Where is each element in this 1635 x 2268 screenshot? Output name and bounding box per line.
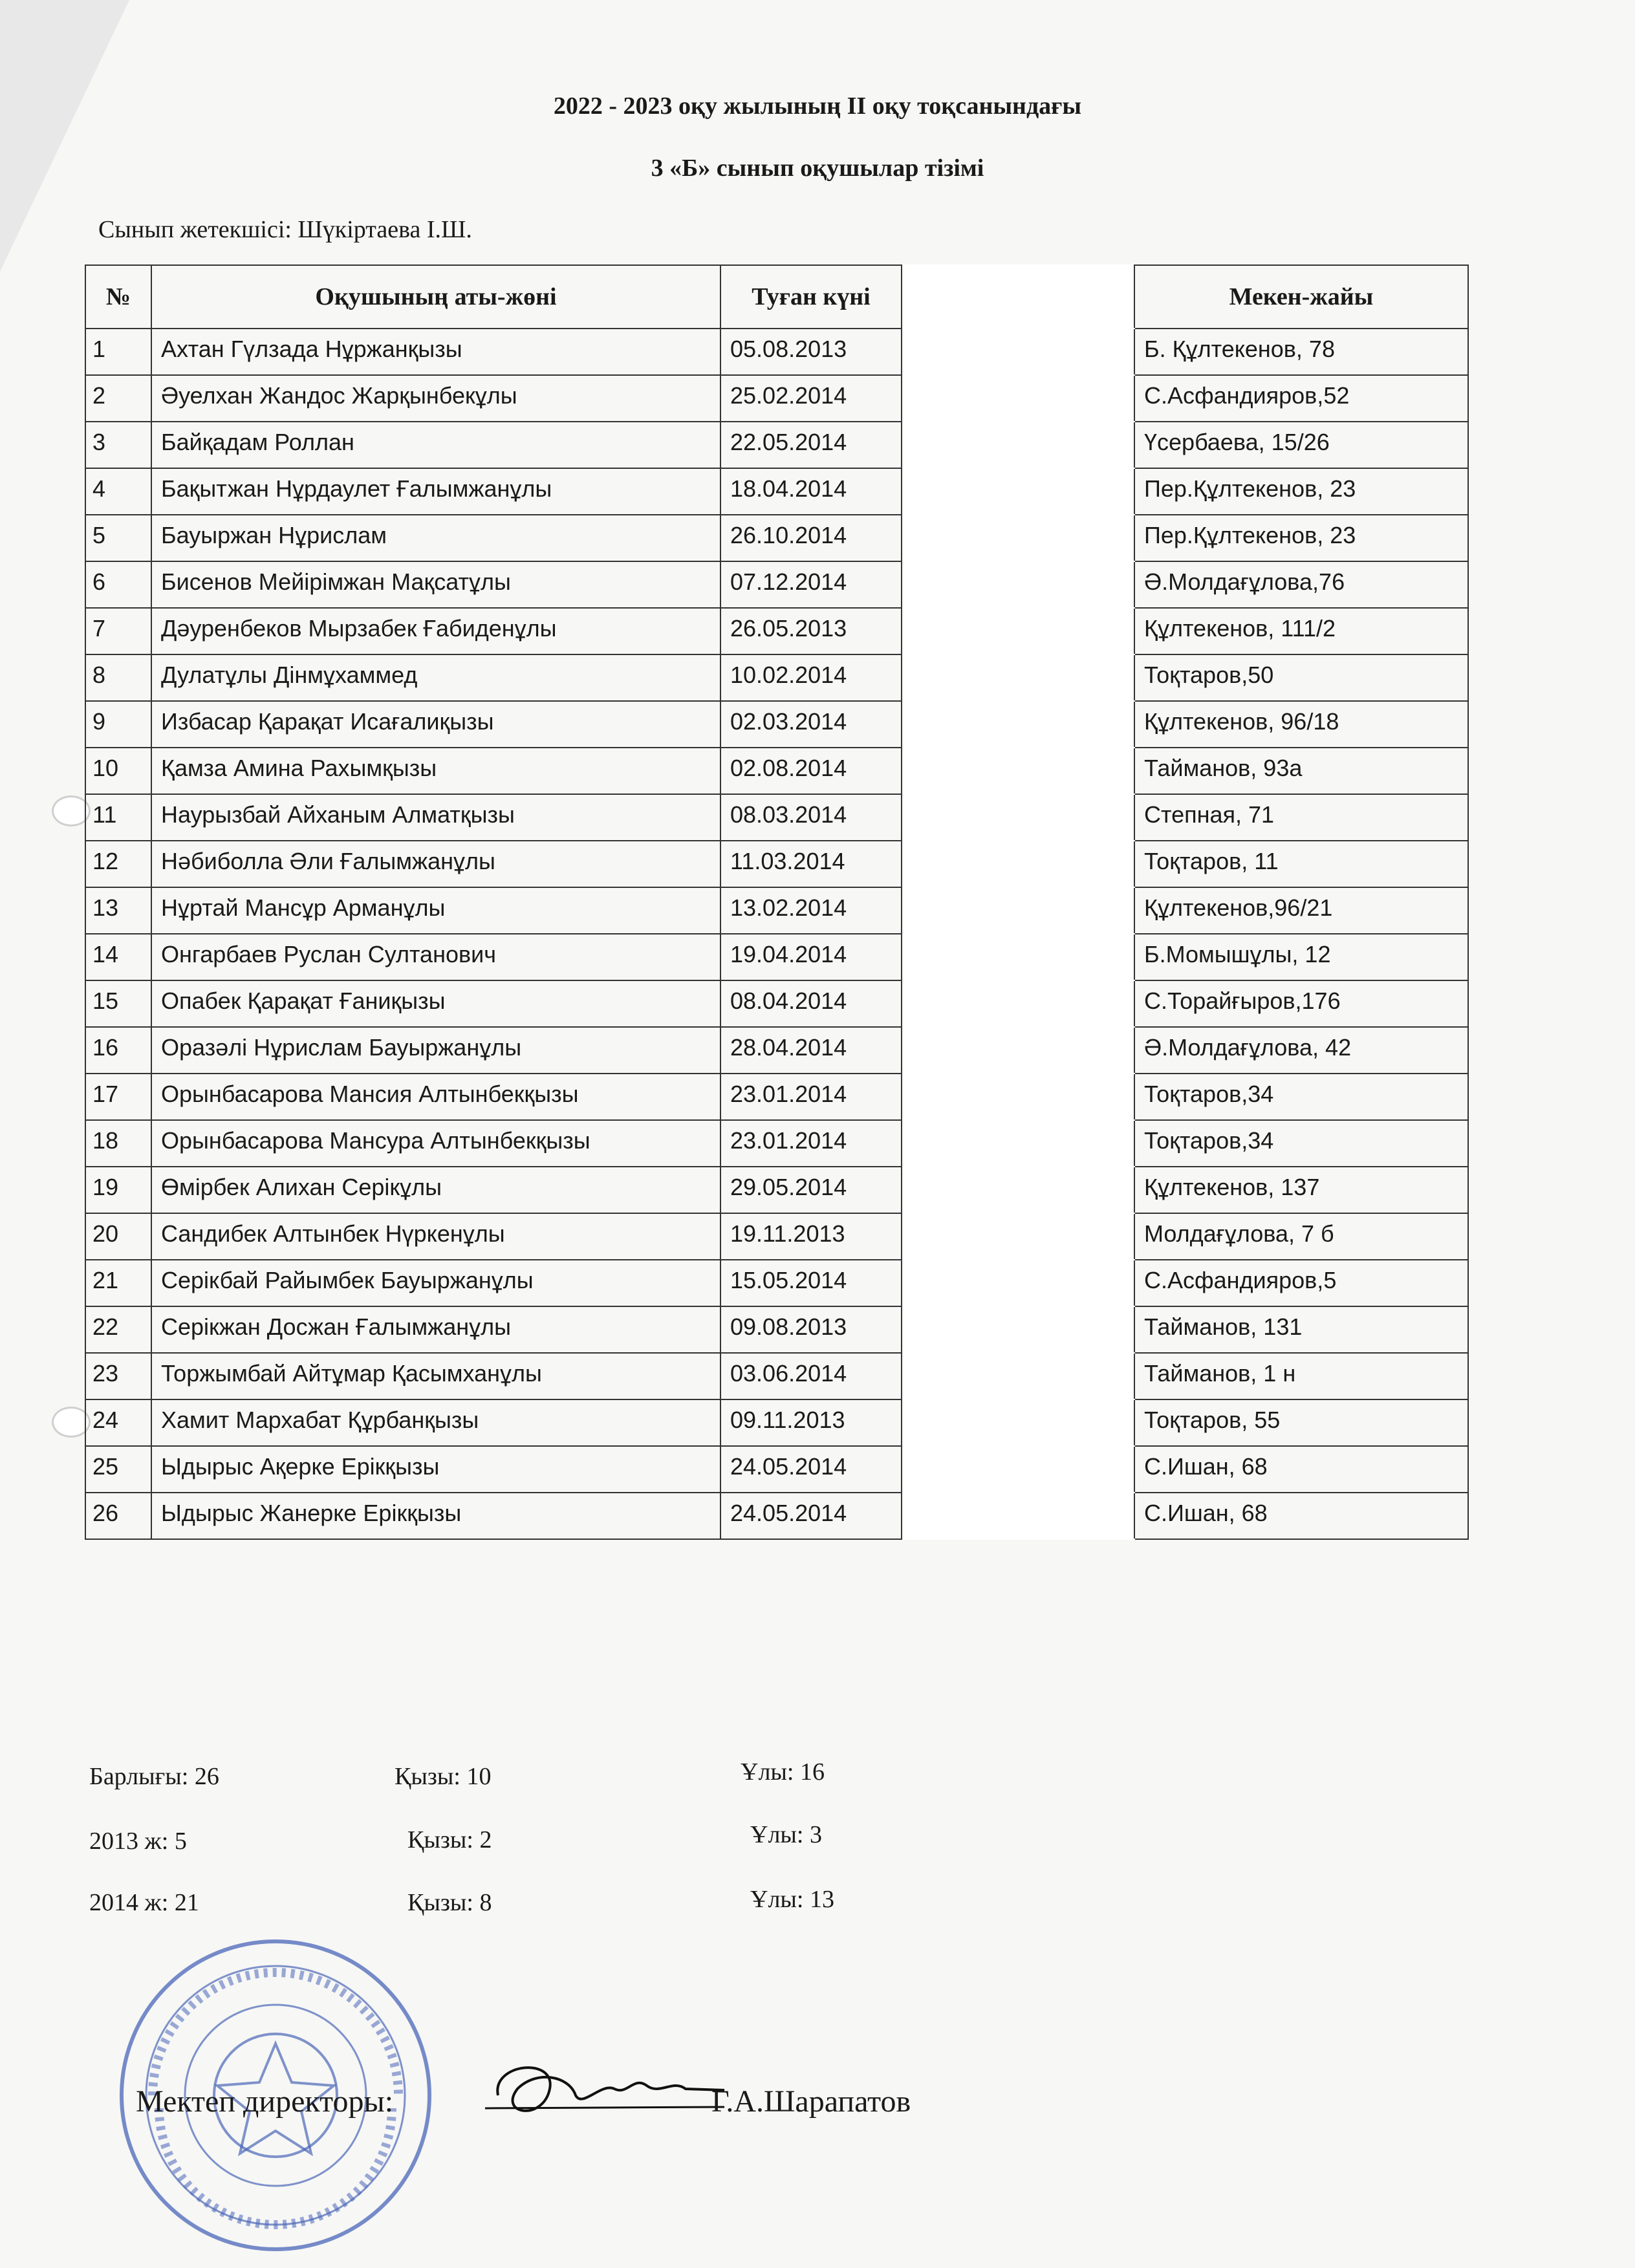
cell-address: Молдағұлова, 7 б bbox=[1134, 1213, 1468, 1260]
table-row bbox=[85, 375, 1468, 422]
document-subtitle: 3 «Б» сынып оқушылар тізімі bbox=[651, 155, 984, 182]
cell-address: Құлтекенов, 111/2 bbox=[1134, 608, 1468, 654]
header-name: Оқушының аты-жөні bbox=[151, 265, 720, 329]
signature-icon bbox=[479, 2050, 731, 2134]
cell-num: 11 bbox=[85, 794, 151, 841]
cell-num: 8 bbox=[85, 654, 151, 701]
cell-num: 17 bbox=[85, 1074, 151, 1120]
students-table bbox=[85, 265, 1469, 1540]
director-name: Г.А.Шарапатов bbox=[711, 2084, 911, 2119]
cell-name: Орынбасарова Мансия Алтынбекқызы bbox=[151, 1074, 720, 1120]
cell-address: С.Торайғыров,176 bbox=[1134, 980, 1468, 1027]
cell-birth: 25.02.2014 bbox=[720, 375, 902, 422]
cell-redacted bbox=[902, 841, 1134, 887]
cell-birth: 23.01.2014 bbox=[720, 1074, 902, 1120]
cell-name: Қамза Амина Рахымқызы bbox=[151, 748, 720, 794]
summary-total: Барлығы: 26 bbox=[89, 1763, 219, 1790]
cell-redacted bbox=[902, 1260, 1134, 1306]
cell-name: Дәуренбеков Мырзабек Ғабиденұлы bbox=[151, 608, 720, 654]
cell-birth: 18.04.2014 bbox=[720, 468, 902, 515]
table-row bbox=[85, 468, 1468, 515]
cell-name: Нұртай Мансұр Арманұлы bbox=[151, 887, 720, 934]
cell-address: Тайманов, 131 bbox=[1134, 1306, 1468, 1353]
cell-redacted bbox=[902, 375, 1134, 422]
cell-address: Тайманов, 1 н bbox=[1134, 1353, 1468, 1399]
table-header-row bbox=[85, 265, 1468, 329]
cell-name: Ахтан Гүлзада Нұржанқызы bbox=[151, 329, 720, 375]
cell-num: 19 bbox=[85, 1167, 151, 1213]
cell-birth: 26.10.2014 bbox=[720, 515, 902, 561]
cell-birth: 15.05.2014 bbox=[720, 1260, 902, 1306]
cell-name: Онгарбаев Руслан Султанович bbox=[151, 934, 720, 980]
summary-2013: 2013 ж: 5 bbox=[89, 1828, 187, 1855]
cell-address: Тоқтаров,34 bbox=[1134, 1074, 1468, 1120]
cell-name: Оразәлі Нұрислам Бауыржанұлы bbox=[151, 1027, 720, 1074]
cell-name: Бисенов Мейірімжан Мақсатұлы bbox=[151, 561, 720, 608]
cell-address: С.Асфандияров,52 bbox=[1134, 375, 1468, 422]
table-row bbox=[85, 841, 1468, 887]
cell-birth: 13.02.2014 bbox=[720, 887, 902, 934]
cell-redacted bbox=[902, 980, 1134, 1027]
cell-address: Степная, 71 bbox=[1134, 794, 1468, 841]
cell-address: С.Ишан, 68 bbox=[1134, 1493, 1468, 1539]
table-row bbox=[85, 422, 1468, 468]
cell-name: Ыдырыс Жанерке Ерікқызы bbox=[151, 1493, 720, 1539]
cell-birth: 19.04.2014 bbox=[720, 934, 902, 980]
cell-name: Әуелхан Жандос Жарқынбекұлы bbox=[151, 375, 720, 422]
header-num: № bbox=[85, 265, 151, 329]
cell-name: Байқадам Роллан bbox=[151, 422, 720, 468]
table-row bbox=[85, 1213, 1468, 1260]
cell-num: 12 bbox=[85, 841, 151, 887]
cell-num: 23 bbox=[85, 1353, 151, 1399]
cell-num: 10 bbox=[85, 748, 151, 794]
header-redacted bbox=[902, 265, 1134, 329]
table-row bbox=[85, 1260, 1468, 1306]
cell-redacted bbox=[902, 1074, 1134, 1120]
cell-name: Нәбиболла Әли Ғалымжанұлы bbox=[151, 841, 720, 887]
table-row bbox=[85, 1167, 1468, 1213]
cell-address: Тоқтаров,34 bbox=[1134, 1120, 1468, 1167]
cell-num: 3 bbox=[85, 422, 151, 468]
cell-num: 21 bbox=[85, 1260, 151, 1306]
cell-name: Орынбасарова Мансура Алтынбекқызы bbox=[151, 1120, 720, 1167]
table-row bbox=[85, 1120, 1468, 1167]
cell-num: 1 bbox=[85, 329, 151, 375]
table-row bbox=[85, 887, 1468, 934]
cell-name: Серікжан Досжан Ғалымжанұлы bbox=[151, 1306, 720, 1353]
table-body bbox=[85, 329, 1468, 1539]
summary-total-boys: Ұлы: 16 bbox=[741, 1758, 825, 1786]
table-row bbox=[85, 748, 1468, 794]
cell-num: 25 bbox=[85, 1446, 151, 1493]
table-row bbox=[85, 934, 1468, 980]
cell-name: Бақытжан Нұрдаулет Ғалымжанұлы bbox=[151, 468, 720, 515]
cell-birth: 24.05.2014 bbox=[720, 1446, 902, 1493]
cell-name: Өмірбек Алихан Серікұлы bbox=[151, 1167, 720, 1213]
summary-2014-boys: Ұлы: 13 bbox=[750, 1886, 834, 1913]
header-address: Мекен-жайы bbox=[1134, 265, 1468, 329]
table-row bbox=[85, 1353, 1468, 1399]
cell-name: Наурызбай Айханым Алматқызы bbox=[151, 794, 720, 841]
cell-redacted bbox=[902, 329, 1134, 375]
cell-redacted bbox=[902, 561, 1134, 608]
table-row bbox=[85, 1027, 1468, 1074]
cell-birth: 24.05.2014 bbox=[720, 1493, 902, 1539]
cell-birth: 07.12.2014 bbox=[720, 561, 902, 608]
cell-birth: 09.11.2013 bbox=[720, 1399, 902, 1446]
cell-name: Дулатұлы Дінмұхаммед bbox=[151, 654, 720, 701]
summary-2014: 2014 ж: 21 bbox=[89, 1889, 199, 1916]
cell-birth: 10.02.2014 bbox=[720, 654, 902, 701]
cell-name: Избасар Қарақат Исағалиқызы bbox=[151, 701, 720, 748]
cell-birth: 22.05.2014 bbox=[720, 422, 902, 468]
summary-2013-boys: Ұлы: 3 bbox=[750, 1821, 822, 1848]
cell-redacted bbox=[902, 1446, 1134, 1493]
cell-birth: 02.08.2014 bbox=[720, 748, 902, 794]
cell-address: Құлтекенов, 96/18 bbox=[1134, 701, 1468, 748]
cell-num: 22 bbox=[85, 1306, 151, 1353]
cell-birth: 08.03.2014 bbox=[720, 794, 902, 841]
cell-num: 5 bbox=[85, 515, 151, 561]
cell-birth: 23.01.2014 bbox=[720, 1120, 902, 1167]
table-row bbox=[85, 1074, 1468, 1120]
cell-birth: 02.03.2014 bbox=[720, 701, 902, 748]
cell-redacted bbox=[902, 1306, 1134, 1353]
cell-redacted bbox=[902, 1493, 1134, 1539]
header-birth: Туған күні bbox=[720, 265, 902, 329]
cell-num: 20 bbox=[85, 1213, 151, 1260]
cell-address: Ә.Молдағұлова, 42 bbox=[1134, 1027, 1468, 1074]
cell-birth: 26.05.2013 bbox=[720, 608, 902, 654]
cell-redacted bbox=[902, 934, 1134, 980]
table-row bbox=[85, 794, 1468, 841]
class-teacher: Сынып жетекшісі: Шүкіртаева І.Ш. bbox=[98, 216, 472, 243]
cell-redacted bbox=[902, 468, 1134, 515]
cell-birth: 29.05.2014 bbox=[720, 1167, 902, 1213]
table-row bbox=[85, 561, 1468, 608]
cell-name: Ыдырыс Ақерке Ерікқызы bbox=[151, 1446, 720, 1493]
cell-birth: 19.11.2013 bbox=[720, 1213, 902, 1260]
table-row bbox=[85, 608, 1468, 654]
table-row bbox=[85, 1493, 1468, 1539]
table-row bbox=[85, 329, 1468, 375]
cell-name: Торжымбай Айтұмар Қасымханұлы bbox=[151, 1353, 720, 1399]
cell-address: Ә.Молдағұлова,76 bbox=[1134, 561, 1468, 608]
table-row bbox=[85, 1446, 1468, 1493]
cell-redacted bbox=[902, 1120, 1134, 1167]
cell-redacted bbox=[902, 887, 1134, 934]
cell-num: 16 bbox=[85, 1027, 151, 1074]
summary-total-girls: Қызы: 10 bbox=[395, 1763, 492, 1790]
cell-address: Б.Момышұлы, 12 bbox=[1134, 934, 1468, 980]
cell-birth: 05.08.2013 bbox=[720, 329, 902, 375]
cell-redacted bbox=[902, 1027, 1134, 1074]
cell-address: Үсербаева, 15/26 bbox=[1134, 422, 1468, 468]
cell-num: 4 bbox=[85, 468, 151, 515]
summary-2014-girls: Қызы: 8 bbox=[407, 1889, 492, 1916]
cell-redacted bbox=[902, 701, 1134, 748]
cell-num: 7 bbox=[85, 608, 151, 654]
cell-redacted bbox=[902, 422, 1134, 468]
cell-name: Серікбай Райымбек Бауыржанұлы bbox=[151, 1260, 720, 1306]
director-label: Мектеп директоры: bbox=[136, 2084, 394, 2119]
cell-num: 14 bbox=[85, 934, 151, 980]
cell-num: 24 bbox=[85, 1399, 151, 1446]
cell-num: 6 bbox=[85, 561, 151, 608]
cell-address: Құлтекенов, 137 bbox=[1134, 1167, 1468, 1213]
cell-name: Хамит Мархабат Құрбанқызы bbox=[151, 1399, 720, 1446]
cell-birth: 03.06.2014 bbox=[720, 1353, 902, 1399]
document-title: 2022 - 2023 оқу жылының ІІ оқу тоқсанындағы bbox=[553, 92, 1082, 120]
table-row bbox=[85, 515, 1468, 561]
cell-num: 13 bbox=[85, 887, 151, 934]
cell-redacted bbox=[902, 1399, 1134, 1446]
cell-address: С.Ишан, 68 bbox=[1134, 1446, 1468, 1493]
cell-redacted bbox=[902, 794, 1134, 841]
cell-redacted bbox=[902, 515, 1134, 561]
cell-name: Опабек Қарақат Ғаниқызы bbox=[151, 980, 720, 1027]
table-row bbox=[85, 654, 1468, 701]
cell-redacted bbox=[902, 1167, 1134, 1213]
cell-num: 15 bbox=[85, 980, 151, 1027]
cell-redacted bbox=[902, 748, 1134, 794]
cell-address: Б. Құлтекенов, 78 bbox=[1134, 329, 1468, 375]
cell-name: Бауыржан Нұрислам bbox=[151, 515, 720, 561]
cell-address: Пер.Құлтекенов, 23 bbox=[1134, 468, 1468, 515]
cell-address: Тоқтаров, 55 bbox=[1134, 1399, 1468, 1446]
cell-redacted bbox=[902, 654, 1134, 701]
table-row bbox=[85, 701, 1468, 748]
cell-birth: 28.04.2014 bbox=[720, 1027, 902, 1074]
cell-redacted bbox=[902, 1353, 1134, 1399]
cell-address: Тоқтаров, 11 bbox=[1134, 841, 1468, 887]
table-row bbox=[85, 980, 1468, 1027]
summary-2013-girls: Қызы: 2 bbox=[407, 1826, 492, 1853]
cell-birth: 11.03.2014 bbox=[720, 841, 902, 887]
cell-num: 2 bbox=[85, 375, 151, 422]
cell-address: С.Асфандияров,5 bbox=[1134, 1260, 1468, 1306]
cell-num: 26 bbox=[85, 1493, 151, 1539]
cell-birth: 09.08.2013 bbox=[720, 1306, 902, 1353]
cell-num: 9 bbox=[85, 701, 151, 748]
cell-address: Пер.Құлтекенов, 23 bbox=[1134, 515, 1468, 561]
cell-name: Сандибек Алтынбек Нүркенұлы bbox=[151, 1213, 720, 1260]
cell-address: Тоқтаров,50 bbox=[1134, 654, 1468, 701]
cell-address: Құлтекенов,96/21 bbox=[1134, 887, 1468, 934]
table-row bbox=[85, 1306, 1468, 1353]
cell-birth: 08.04.2014 bbox=[720, 980, 902, 1027]
cell-address: Тайманов, 93а bbox=[1134, 748, 1468, 794]
table-row bbox=[85, 1399, 1468, 1446]
cell-num: 18 bbox=[85, 1120, 151, 1167]
cell-redacted bbox=[902, 1213, 1134, 1260]
cell-redacted bbox=[902, 608, 1134, 654]
